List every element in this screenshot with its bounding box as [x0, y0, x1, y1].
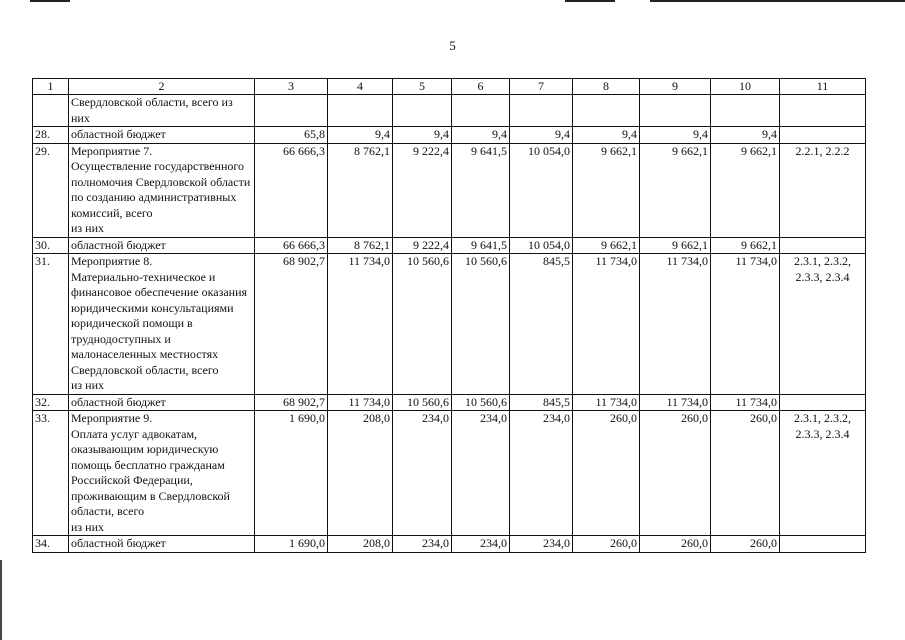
amount-cell: 11 734,0 — [640, 394, 711, 411]
amount-cell: 845,5 — [510, 394, 573, 411]
activity-name-cell: областной бюджет — [69, 237, 255, 254]
target-code-cell — [780, 394, 866, 411]
table-row — [33, 237, 866, 254]
activity-name-cell: Мероприятие 7. Осуществление государственного полномочия Свердловской области по созданию административных комиссий, всего из них — [69, 143, 255, 237]
amount-cell: 208,0 — [328, 411, 393, 536]
amount-cell: 208,0 — [328, 536, 393, 553]
amount-cell: 260,0 — [711, 411, 780, 536]
amount-cell — [328, 95, 393, 127]
target-code-cell: 2.2.1, 2.2.2 — [780, 143, 866, 237]
scan-edge-mark — [0, 560, 2, 640]
amount-cell: 9 662,1 — [711, 143, 780, 237]
amount-cell: 9,4 — [452, 127, 510, 144]
amount-cell — [510, 95, 573, 127]
amount-cell: 9 662,1 — [573, 143, 640, 237]
header-cell: 2 — [69, 79, 255, 95]
amount-cell: 10 560,6 — [452, 254, 510, 395]
header-cell: 7 — [510, 79, 573, 95]
amount-cell: 9,4 — [510, 127, 573, 144]
budget-table — [32, 78, 866, 553]
amount-cell: 9 641,5 — [452, 143, 510, 237]
amount-cell: 10 560,6 — [393, 254, 452, 395]
activity-name-cell: Мероприятие 8. Материально-техническое и финансовое обеспечение оказания юридическими консультациями юридической помощи в труднодоступных и малонаселенных местностях Свердловской области, всего из них — [69, 254, 255, 395]
header-cell: 1 — [33, 79, 69, 95]
table-header-row — [33, 79, 866, 95]
table-row — [33, 394, 866, 411]
activity-name-cell: Мероприятие 9. Оплата услуг адвокатам, оказывающим юридическую помощь бесплатно гражданам Российской Федерации, проживающим в Свердловской области, всего из них — [69, 411, 255, 536]
scan-top-rule-mid — [565, 0, 615, 2]
amount-cell: 234,0 — [452, 411, 510, 536]
header-cell: 8 — [573, 79, 640, 95]
amount-cell: 11 734,0 — [711, 254, 780, 395]
amount-cell: 260,0 — [640, 536, 711, 553]
row-number-cell: 33. — [33, 411, 69, 536]
amount-cell: 234,0 — [393, 536, 452, 553]
table-row — [33, 127, 866, 144]
target-code-cell — [780, 127, 866, 144]
amount-cell: 9 222,4 — [393, 237, 452, 254]
amount-cell: 9,4 — [711, 127, 780, 144]
header-cell: 11 — [780, 79, 866, 95]
amount-cell: 11 734,0 — [328, 394, 393, 411]
activity-name-cell: областной бюджет — [69, 536, 255, 553]
row-number-cell: 31. — [33, 254, 69, 395]
header-cell: 4 — [328, 79, 393, 95]
target-code-cell: 2.3.1, 2.3.2, 2.3.3, 2.3.4 — [780, 411, 866, 536]
amount-cell: 260,0 — [640, 411, 711, 536]
amount-cell — [393, 95, 452, 127]
amount-cell: 9 662,1 — [640, 143, 711, 237]
table-row — [33, 254, 866, 395]
activity-name-cell: областной бюджет — [69, 127, 255, 144]
scan-top-rule-right — [650, 0, 905, 2]
activity-name-cell: областной бюджет — [69, 394, 255, 411]
amount-cell: 234,0 — [510, 411, 573, 536]
target-code-cell — [780, 95, 866, 127]
amount-cell: 11 734,0 — [640, 254, 711, 395]
amount-cell: 68 902,7 — [255, 394, 328, 411]
amount-cell: 9,4 — [640, 127, 711, 144]
table-row — [33, 95, 866, 127]
amount-cell: 260,0 — [711, 536, 780, 553]
amount-cell: 65,8 — [255, 127, 328, 144]
amount-cell: 9 662,1 — [640, 237, 711, 254]
table-body — [33, 79, 866, 553]
header-cell: 5 — [393, 79, 452, 95]
row-number-cell: 34. — [33, 536, 69, 553]
amount-cell: 8 762,1 — [328, 143, 393, 237]
amount-cell: 234,0 — [452, 536, 510, 553]
amount-cell: 10 054,0 — [510, 237, 573, 254]
row-number-cell: 32. — [33, 394, 69, 411]
amount-cell: 10 054,0 — [510, 143, 573, 237]
amount-cell: 260,0 — [573, 411, 640, 536]
row-number-cell: 29. — [33, 143, 69, 237]
header-cell: 6 — [452, 79, 510, 95]
amount-cell: 9 662,1 — [711, 237, 780, 254]
amount-cell: 66 666,3 — [255, 143, 328, 237]
amount-cell: 9,4 — [573, 127, 640, 144]
amount-cell: 8 762,1 — [328, 237, 393, 254]
amount-cell: 68 902,7 — [255, 254, 328, 395]
target-code-cell — [780, 536, 866, 553]
amount-cell — [640, 95, 711, 127]
amount-cell: 845,5 — [510, 254, 573, 395]
amount-cell: 66 666,3 — [255, 237, 328, 254]
scan-top-rule-left — [30, 0, 70, 2]
amount-cell — [255, 95, 328, 127]
amount-cell: 10 560,6 — [452, 394, 510, 411]
amount-cell: 11 734,0 — [328, 254, 393, 395]
table-row — [33, 536, 866, 553]
amount-cell: 11 734,0 — [573, 254, 640, 395]
header-cell: 9 — [640, 79, 711, 95]
amount-cell: 9 662,1 — [573, 237, 640, 254]
header-cell: 10 — [711, 79, 780, 95]
amount-cell — [573, 95, 640, 127]
amount-cell: 11 734,0 — [711, 394, 780, 411]
amount-cell: 234,0 — [510, 536, 573, 553]
row-number-cell — [33, 95, 69, 127]
table-row — [33, 411, 866, 536]
page-number: 5 — [449, 38, 456, 53]
amount-cell: 10 560,6 — [393, 394, 452, 411]
amount-cell: 11 734,0 — [573, 394, 640, 411]
amount-cell: 9,4 — [328, 127, 393, 144]
amount-cell: 234,0 — [393, 411, 452, 536]
row-number-cell: 28. — [33, 127, 69, 144]
amount-cell: 9,4 — [393, 127, 452, 144]
target-code-cell — [780, 237, 866, 254]
amount-cell: 9 641,5 — [452, 237, 510, 254]
amount-cell — [711, 95, 780, 127]
amount-cell — [452, 95, 510, 127]
amount-cell: 9 222,4 — [393, 143, 452, 237]
amount-cell: 1 690,0 — [255, 411, 328, 536]
amount-cell: 1 690,0 — [255, 536, 328, 553]
row-number-cell: 30. — [33, 237, 69, 254]
activity-name-cell: Свердловской области, всего из них — [69, 95, 255, 127]
table-row — [33, 143, 866, 237]
target-code-cell: 2.3.1, 2.3.2, 2.3.3, 2.3.4 — [780, 254, 866, 395]
header-cell: 3 — [255, 79, 328, 95]
amount-cell: 260,0 — [573, 536, 640, 553]
